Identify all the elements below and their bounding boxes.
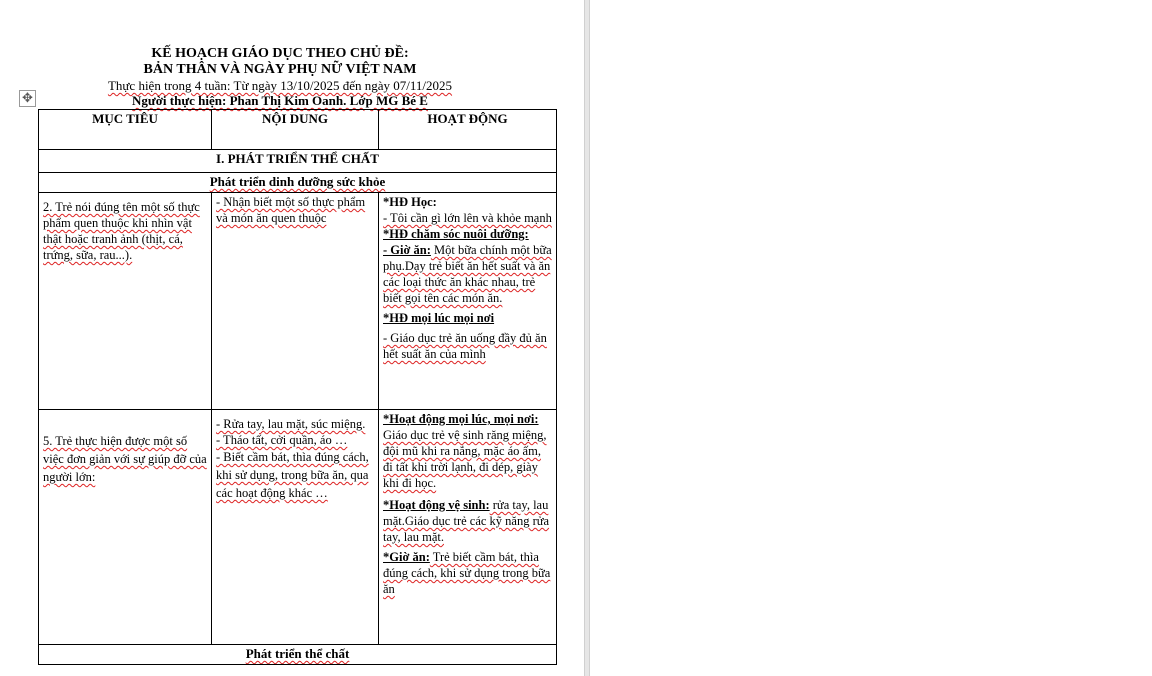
- activity-label: *HĐ mọi lúc mọi nơi: [383, 311, 495, 325]
- document-teacher: Người thực hiện: Phan Thị Kim Oanh. Lớp MG Bé E: [132, 93, 428, 108]
- activity-text: rửa tay, lau mặt.Giáo dục trẻ các kỹ năng rửa tay, lau mặt.: [383, 498, 550, 544]
- activity-label: *Giờ ăn:: [383, 550, 430, 564]
- section-title: I. PHÁT TRIỂN THỂ CHẤT: [39, 150, 557, 173]
- document-title-line2: BẢN THÂN VÀ NGÀY PHỤ NỮ VIỆT NAM: [143, 62, 417, 77]
- header-goal: MỤC TIÊU: [39, 110, 212, 150]
- content-item: - Tháo tất, cởi quần, áo …: [216, 433, 348, 447]
- content-cell: [212, 410, 379, 645]
- activity-label: *Hoạt động vệ sinh:: [383, 498, 490, 512]
- activity-text: Một bữa chính một bữa phụ.Dạy trẻ biết ăn hết suất và ăn các loại thức ăn khác nhau, trẻ biết gọi tên các món ăn.: [383, 243, 552, 305]
- activity-label: *HĐ chăm sóc nuôi dưỡng:: [383, 227, 529, 241]
- activity-cell: [379, 193, 557, 410]
- table-header-row: [39, 110, 557, 150]
- document-title-line1: KẾ HOẠCH GIÁO DỤC THEO CHỦ ĐỀ:: [151, 46, 409, 61]
- footer-row: [39, 645, 557, 665]
- header-content: NỘI DUNG: [212, 110, 379, 150]
- footer-row-title: Phát triển thể chất: [39, 645, 557, 665]
- activity-label: - Giờ ăn:: [383, 243, 431, 257]
- document-duration: Thực hiện trong 4 tuần: Từ ngày 13/10/2025 đến ngày 07/11/2025: [107, 78, 453, 93]
- activity-text: Trẻ biết cầm bát, thìa đúng cách, khi sử dụng trong bữa ăn: [383, 550, 551, 596]
- document-page-right: [590, 0, 1152, 676]
- content-item: - Nhận biết một số thực phẩm và món ăn quen thuộc: [216, 195, 366, 225]
- subsection-row: [39, 173, 557, 193]
- content-item: - Biết cầm bát, thìa đúng cách, khi sử dụng, trong bữa ăn, qua các hoạt động khác …: [216, 450, 369, 500]
- goal-cell: 2. Trẻ nói đúng tên một số thực phẩm quen thuộc khi nhìn vật thật hoặc tranh ảnh (thịt, cá, trứng, sữa, rau...).: [39, 193, 212, 410]
- subsection-title: Phát triển dinh dưỡng sức khỏe: [39, 173, 557, 193]
- table-row: [39, 410, 557, 645]
- table-row: [39, 193, 557, 410]
- section-row: [39, 150, 557, 173]
- activity-text: - Tôi cần gì lớn lên và khỏe mạnh: [383, 211, 552, 225]
- content-item: - Rửa tay, lau mặt, súc miệng.: [216, 417, 366, 431]
- header-activity: HOẠT ĐỘNG: [379, 110, 557, 150]
- activity-label: *HĐ Học:: [383, 195, 437, 209]
- activity-cell: [379, 410, 557, 645]
- plan-table: [38, 109, 557, 665]
- activity-text: - Giáo dục trẻ ăn uống đầy đủ ăn hết suất ăn của mình: [383, 331, 547, 361]
- table-move-handle-icon[interactable]: ✥: [19, 90, 36, 107]
- content-cell: [212, 193, 379, 410]
- activity-label: *Hoạt động mọi lúc, mọi nơi:: [383, 412, 539, 426]
- activity-text: Giáo dục trẻ vệ sinh răng miệng, đội mũ khi ra nắng, mặc áo ấm, đi tất khi trời lạnh, đi dép, giày khi đi học.: [383, 428, 547, 490]
- goal-cell: 5. Trẻ thực hiện được một số việc đơn giản với sự giúp đỡ của người lớn:: [39, 410, 212, 645]
